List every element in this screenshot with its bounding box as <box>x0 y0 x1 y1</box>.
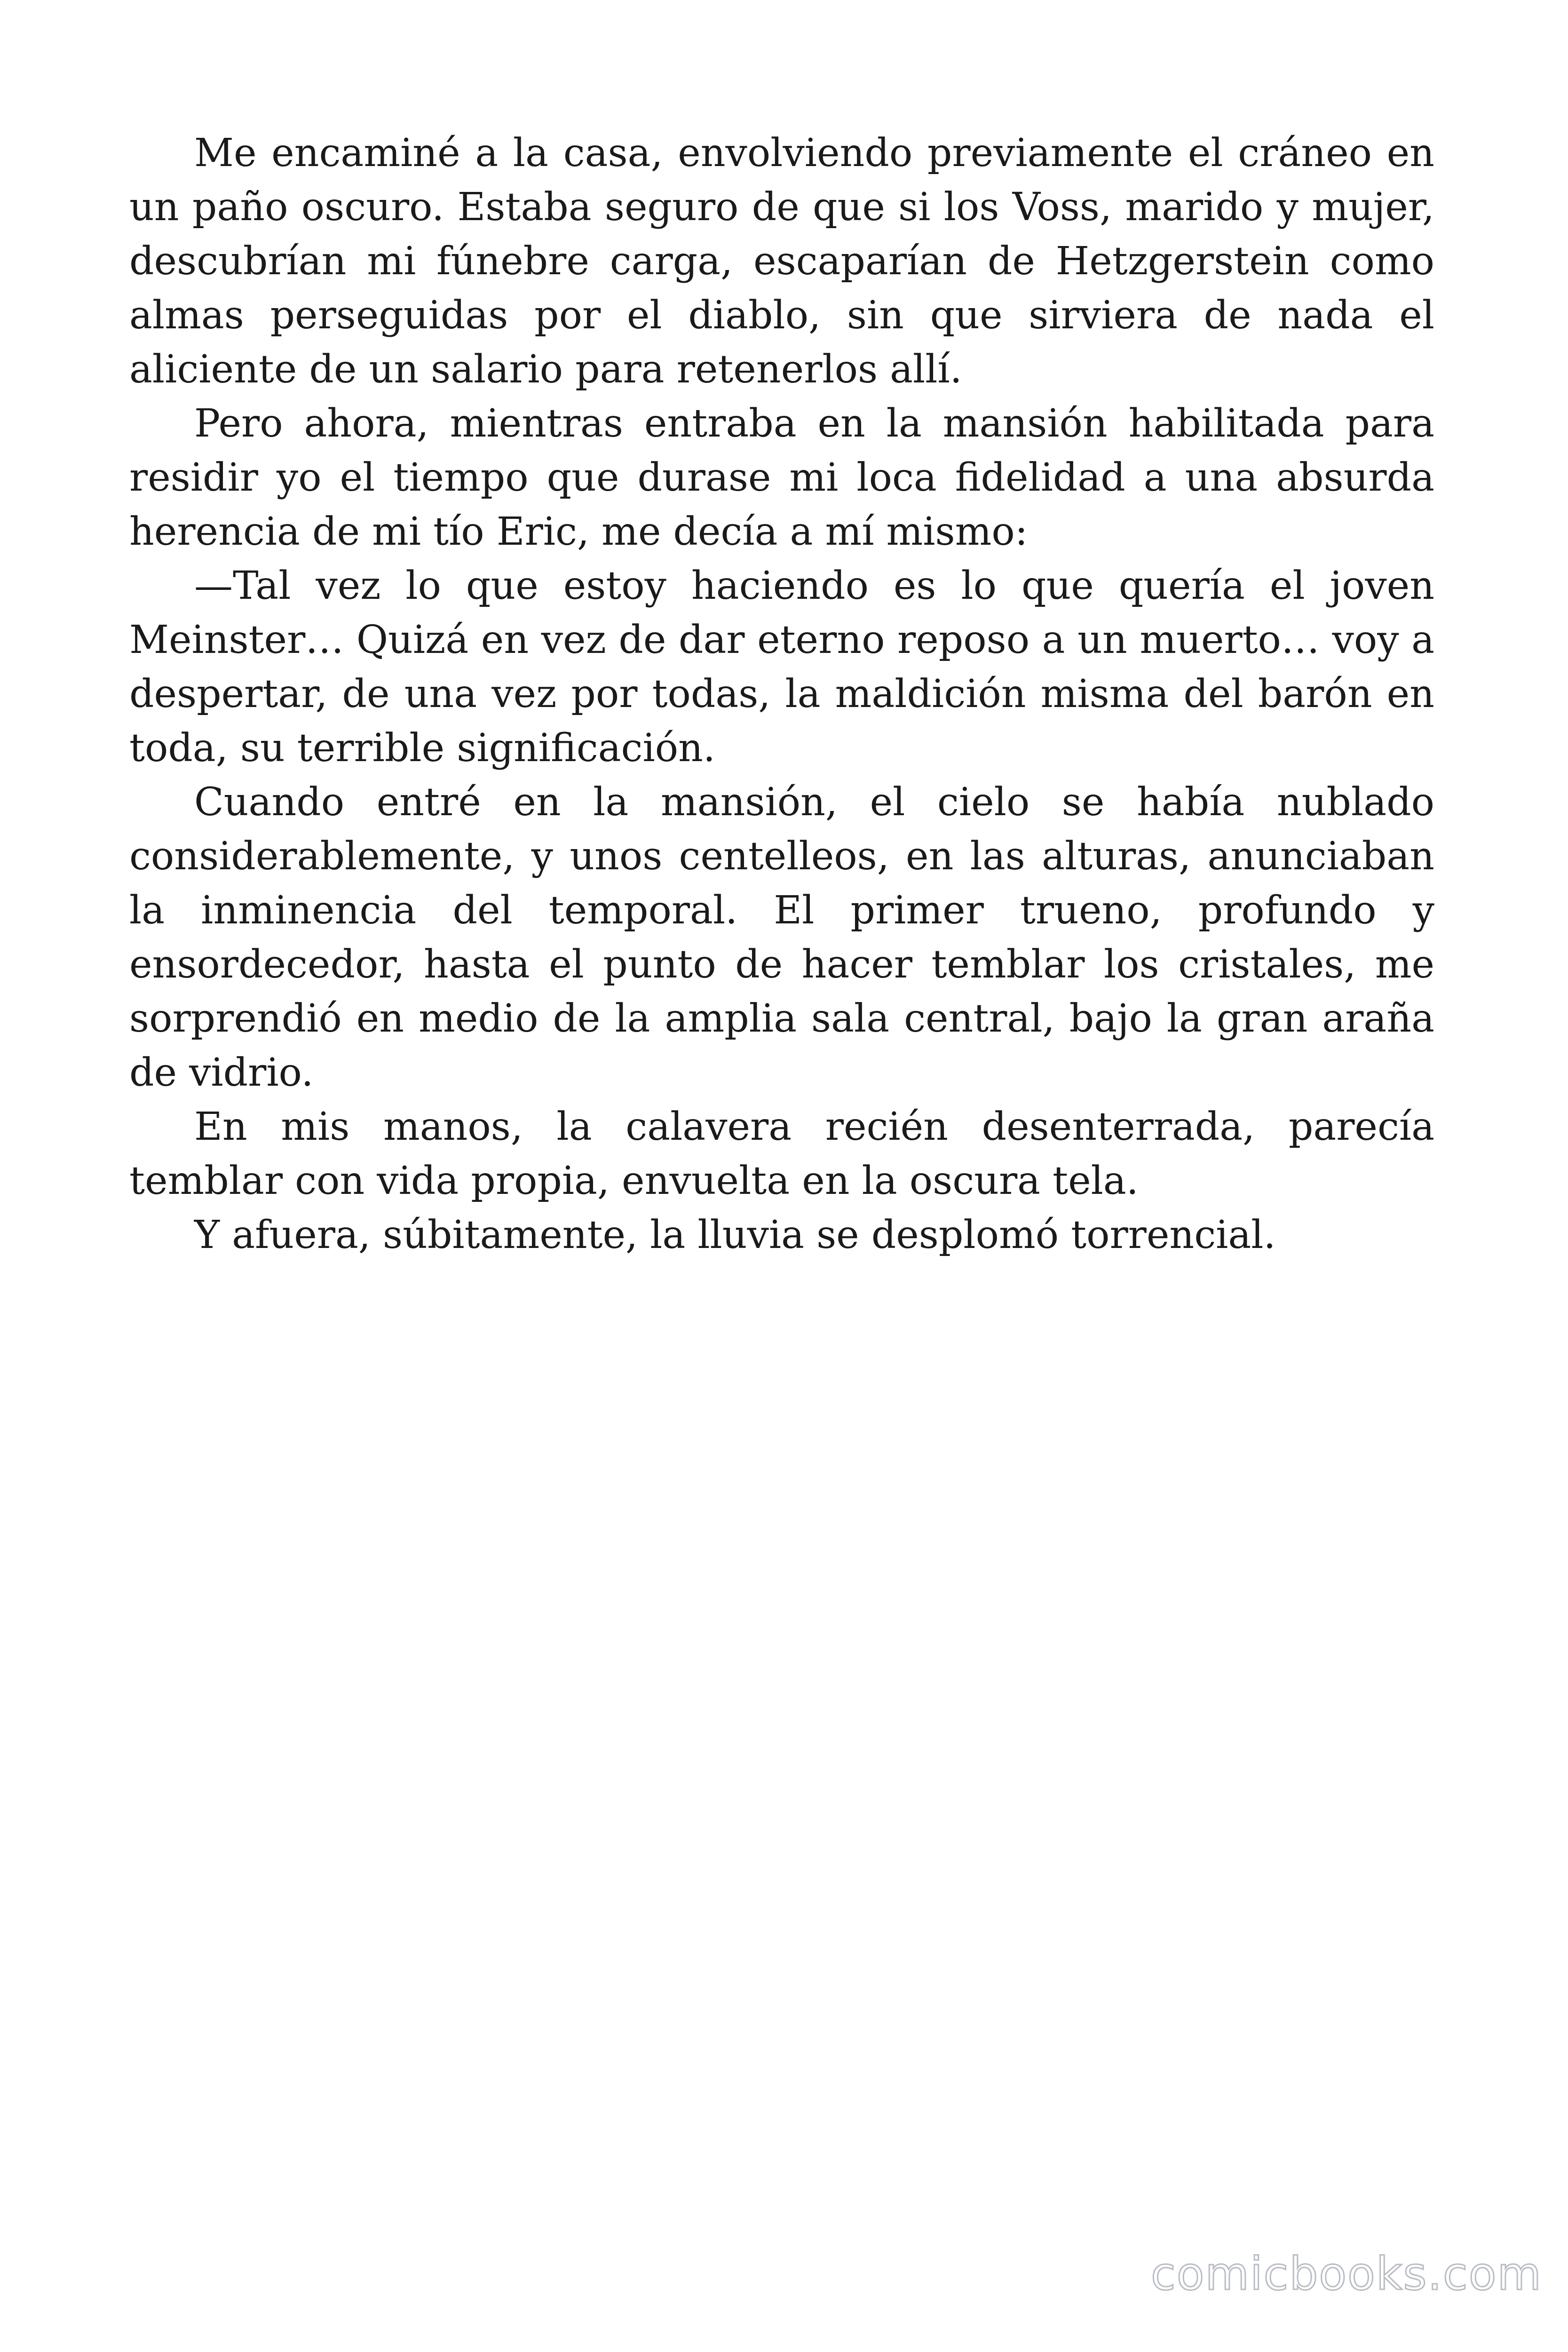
paragraph-4: Cuando entré en la mansión, el cielo se había nublado considerablemente, y unos centelleos, en las alturas, anunciaban la inminencia del temporal. El primer trueno, profundo y ensordecedor, hasta el punto de hacer temblar los cristales, me sorprendió en medio de la amplia sala central, bajo la gran araña de vidrio. <box>129 780 1434 1095</box>
paragraph-2: Pero ahora, mientras entraba en la mansión habilitada para residir yo el tiempo que durase mi loca fidelidad a una absurda herencia de mi tío Eric, me decía a mí mismo: <box>129 401 1434 554</box>
paragraph-6: Y afuera, súbitamente, la lluvia se desplomó torrencial. <box>194 1213 1276 1257</box>
paragraph-5: En mis manos, la calavera recién desenterrada, parecía temblar con vida propia, envuelta en la oscura tela. <box>129 1104 1434 1203</box>
paragraph-3: —Tal vez lo que estoy haciendo es lo que quería el joven Meinster… Quizá en vez de dar eterno reposo a un muerto… voy a despertar, de una vez por todas, la maldición misma del barón en toda, su terrible significación. <box>129 564 1434 771</box>
paragraph-1: Me encaminé a la casa, envolviendo previamente el cráneo en un paño oscuro. Estaba seguro de que si los Voss, marido y mujer, descubrían mi fúnebre carga, escaparían de Hetzgerstein como almas perseguidas por el diablo, sin que sirviera de nada el aliciente de un salario para retenerlos allí. <box>129 131 1434 392</box>
page-body-text <box>129 126 1434 1262</box>
site-watermark: comicbooks.com <box>1150 2248 1542 2300</box>
